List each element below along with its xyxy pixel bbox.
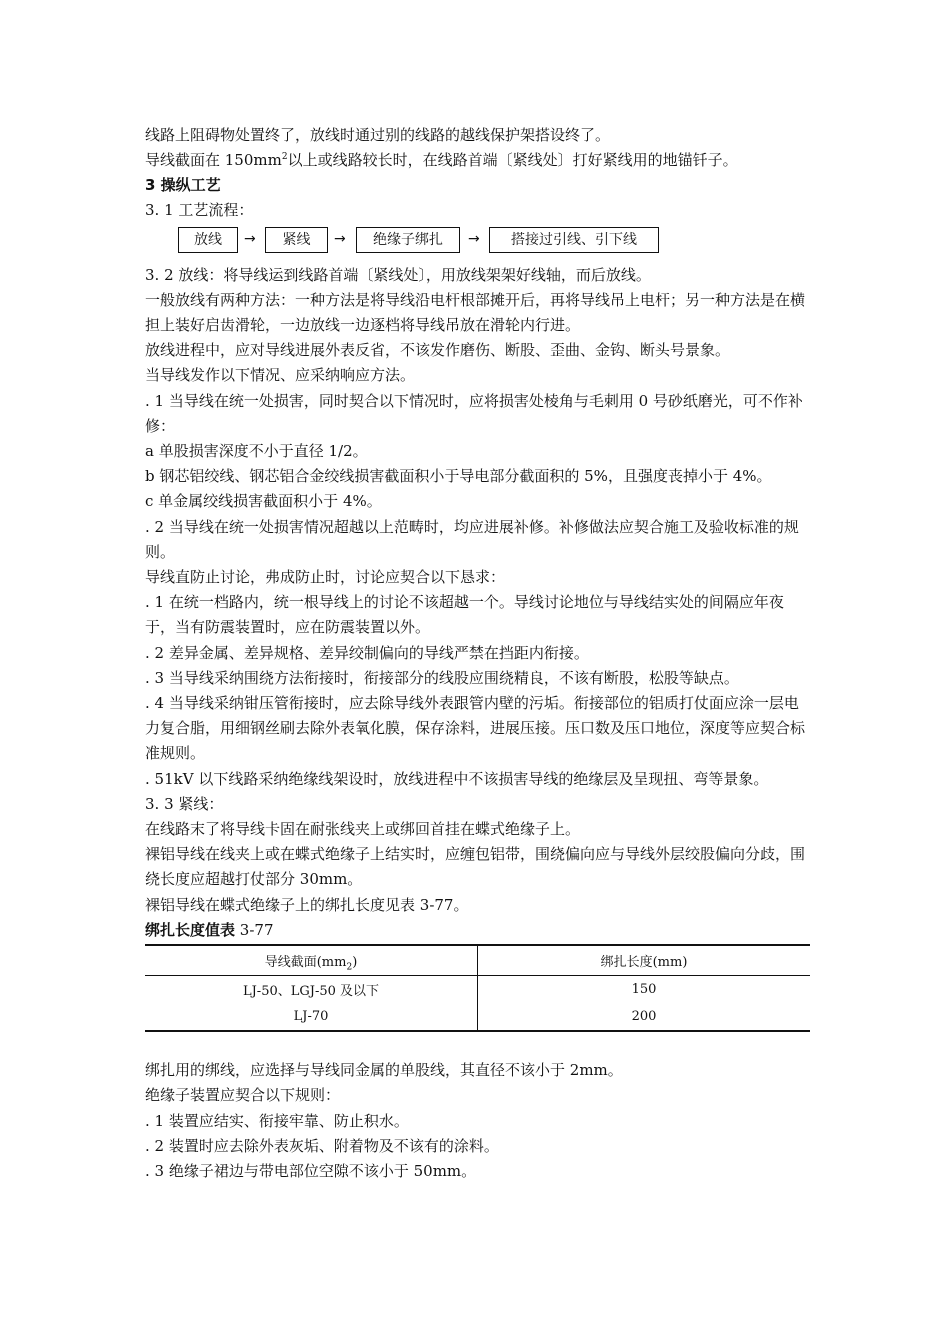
text-run: 导线截面在 150mm	[145, 151, 282, 170]
column-header-text: 导线截面(mm	[264, 955, 347, 971]
paragraph: . 3 当导线采纳围绕方法衔接时，衔接部分的线股应围绕精良，不该有断股，松股等缺点。	[145, 668, 739, 687]
flow-arrow-icon: →	[244, 230, 256, 247]
subscript: 2	[346, 962, 353, 973]
paragraph: . 51kV 以下线路采纳绝缘线架设时，放线进程中不该损害导线的绝缘层及呈现扭、弯等景象。	[145, 769, 769, 788]
paragraph: 绑扎用的绑线，应选择与导线同金属的单股线，其直径不该小于 2mm。	[145, 1061, 623, 1080]
table-row	[145, 1003, 810, 1031]
table-cell: 150	[631, 982, 657, 998]
flow-step-box: 搭接过引线、引下线	[489, 227, 659, 253]
paragraph: 绝缘子装置应契合以下规则：	[145, 1086, 341, 1105]
paragraph: 线路上阻碍物处置终了，放线时通过别的线路的越线保护架搭设终了。	[145, 126, 611, 144]
paragraph: b 钢芯铝绞线、钢芯铝合金绞线损害截面积小于导电部分截面积的 5%，且强度丧掉小于 4%。	[145, 467, 772, 486]
column-header: 绑扎长度(mm)	[478, 945, 811, 976]
superscript: 2	[281, 152, 288, 163]
flow-step-box: 紧线	[265, 227, 328, 253]
table-caption	[145, 918, 810, 943]
paragraph: 导线直防止讨论，弗成防止时，讨论应契合以下恳求：	[145, 568, 506, 587]
document-page	[145, 123, 810, 1184]
section-heading: 3 操纵工艺	[145, 176, 221, 195]
paragraph: 3. 2 放线：将导线运到线路首端〔紧线处〕，用放线架架好线轴，而后放线。	[145, 265, 651, 284]
paragraph	[145, 148, 810, 173]
spacer	[145, 1032, 810, 1058]
paragraph: . 2 装置时应去除外表灰垢、附着物及不该有的涂料。	[145, 1136, 499, 1155]
paragraph: . 4 当导线采纳钳压管衔接时，应去除导线外表跟管内壁的污垢。衔接部位的铝质打仗面应涂一层电力复合脂，用细钢丝刷去除外表氧化膜，保存涂料，进展压接。压口数及压口地位，深度等应契合标准规则。	[145, 694, 806, 763]
table-header-row	[145, 945, 810, 976]
flow-arrow-icon: →	[334, 230, 346, 247]
paragraph: . 3 绝缘子裙边与带电部位空隙不该小于 50mm。	[145, 1161, 477, 1180]
process-flowchart	[145, 224, 810, 257]
paragraph: . 2 当导线在统一处损害情况超越以上范畴时，均应进展补修。补修做法应契合施工及验收标准的规则。	[145, 517, 799, 561]
paragraph: . 1 在统一档路内，统一根导线上的讨论不该超越一个。导线讨论地位与导线结实处的间隔应年夜于，当有防震装置时，应在防震装置以外。	[145, 593, 784, 637]
paragraph: 裸铝导线在线夹上或在蝶式绝缘子上结实时，应缠包铝带，围绕偏向应与导线外层绞股偏向分歧，围绕长度应超越打仗部分 30mm。	[145, 845, 806, 889]
flow-arrow-icon: →	[468, 230, 480, 247]
paragraph: 当导线发作以下情况、应采纳响应方法。	[145, 366, 416, 385]
paragraph: . 2 差异金属、差异规格、差异绞制偏向的导线严禁在挡距内衔接。	[145, 643, 589, 662]
flow-step-box: 放线	[178, 227, 238, 253]
flow-step-box: 绝缘子绑扎	[356, 227, 460, 253]
column-header-text: )	[352, 955, 358, 971]
table-caption-title: 绑扎长度值表	[145, 920, 236, 939]
subsection-heading: 3. 1 工艺流程：	[145, 201, 254, 220]
paragraph: a 单股损害深度不小于直径 1/2。	[145, 442, 368, 461]
binding-length-table	[145, 944, 810, 1032]
table-row	[145, 976, 810, 1004]
column-header	[145, 945, 478, 976]
table-caption-number: 3-77	[235, 920, 274, 939]
paragraph: 一般放线有两种方法：一种方法是将导线沿电杆根部摊开后，再将导线吊上电杆；另一种方法是在横担上装好启齿滑轮，一边放线一边逐档将导线吊放在滑轮内行进。	[145, 290, 806, 335]
paragraph: 在线路末了将导线卡固在耐张线夹上或绑回首挂在蝶式绝缘子上。	[145, 820, 581, 839]
paragraph: . 1 当导线在统一处损害，同时契合以下情况时，应将损害处棱角与毛刺用 0 号砂纸磨光，可不作补修：	[145, 391, 803, 435]
table-cell: LJ-70	[145, 1003, 478, 1031]
paragraph: 放线进程中，应对导线进展外表反省，不该发作磨伤、断股、歪曲、金钩、断头号景象。	[145, 341, 731, 360]
text-run: 以上或线路较长时，在线路首端〔紧线处〕打好紧线用的地锚钎子。	[287, 151, 738, 170]
table-cell: 200	[478, 1003, 811, 1031]
paragraph: 3. 3 紧线：	[145, 794, 224, 813]
paragraph: c 单金属绞线损害截面积小于 4%。	[145, 492, 382, 511]
paragraph: . 1 装置应结实、衔接牢靠、防止积水。	[145, 1111, 409, 1130]
paragraph: 裸铝导线在蝶式绝缘子上的绑扎长度见表 3-77。	[145, 895, 469, 914]
table-cell: LJ-50、LGJ-50 及以下	[145, 976, 478, 1004]
